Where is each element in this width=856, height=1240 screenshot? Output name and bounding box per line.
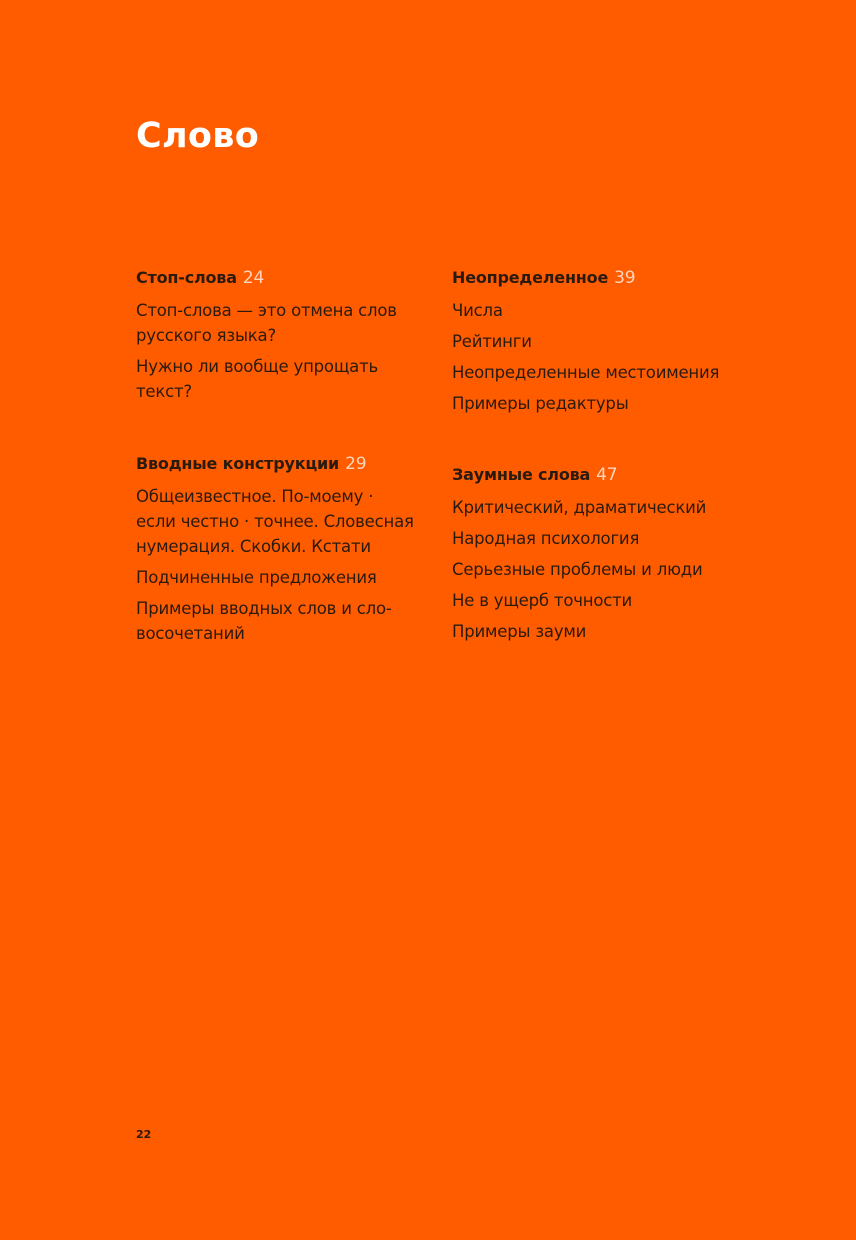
toc-item[interactable]: Народная психология bbox=[452, 529, 640, 548]
section-title: Неопределенное bbox=[452, 268, 609, 287]
toc-item[interactable]: Неопределенные местоимения bbox=[452, 363, 720, 382]
toc-section-indefinite bbox=[452, 268, 752, 422]
toc-item[interactable]: Рейтинги bbox=[452, 332, 532, 351]
toc-section-intro-constructions bbox=[136, 454, 436, 652]
section-page-number: 24 bbox=[242, 268, 265, 288]
section-page-number: 47 bbox=[596, 465, 618, 485]
toc-item[interactable]: Стоп-слова — это отмена слов русского языка? bbox=[136, 301, 397, 345]
section-heading[interactable] bbox=[452, 268, 752, 288]
section-title: Стоп-слова bbox=[136, 268, 237, 287]
section-heading[interactable] bbox=[136, 268, 436, 288]
toc-item[interactable]: Примеры зауми bbox=[452, 622, 587, 641]
toc-item[interactable]: Примеры редактуры bbox=[452, 394, 629, 413]
chapter-title: Слово bbox=[136, 116, 260, 156]
toc-item[interactable]: Серьезные проблемы и люди bbox=[452, 560, 703, 579]
section-heading[interactable] bbox=[136, 454, 436, 474]
toc-section-stop-words bbox=[136, 268, 436, 410]
section-heading[interactable] bbox=[452, 465, 752, 485]
page-number: 22 bbox=[136, 1128, 152, 1141]
section-title: Заумные слова bbox=[452, 465, 591, 484]
toc-item[interactable]: Не в ущерб точности bbox=[452, 591, 633, 610]
toc-item[interactable]: Общеизвестное. По-моему · если честно · точнее. Словесная нумерация. Скобки. Кстати bbox=[136, 487, 414, 556]
toc-item[interactable]: Нужно ли вообще упрощать текст? bbox=[136, 357, 379, 401]
section-page-number: 29 bbox=[345, 454, 367, 474]
toc-item[interactable]: Критический, драматический bbox=[452, 498, 707, 517]
toc-item[interactable]: Числа bbox=[452, 301, 503, 320]
toc-item[interactable]: Примеры вводных слов и сло- восочетаний bbox=[136, 599, 392, 643]
toc-section-abstruse-words bbox=[452, 465, 752, 650]
section-page-number: 39 bbox=[614, 268, 636, 288]
section-title: Вводные конструкции bbox=[136, 454, 340, 473]
toc-item[interactable]: Подчиненные предложения bbox=[136, 568, 377, 587]
